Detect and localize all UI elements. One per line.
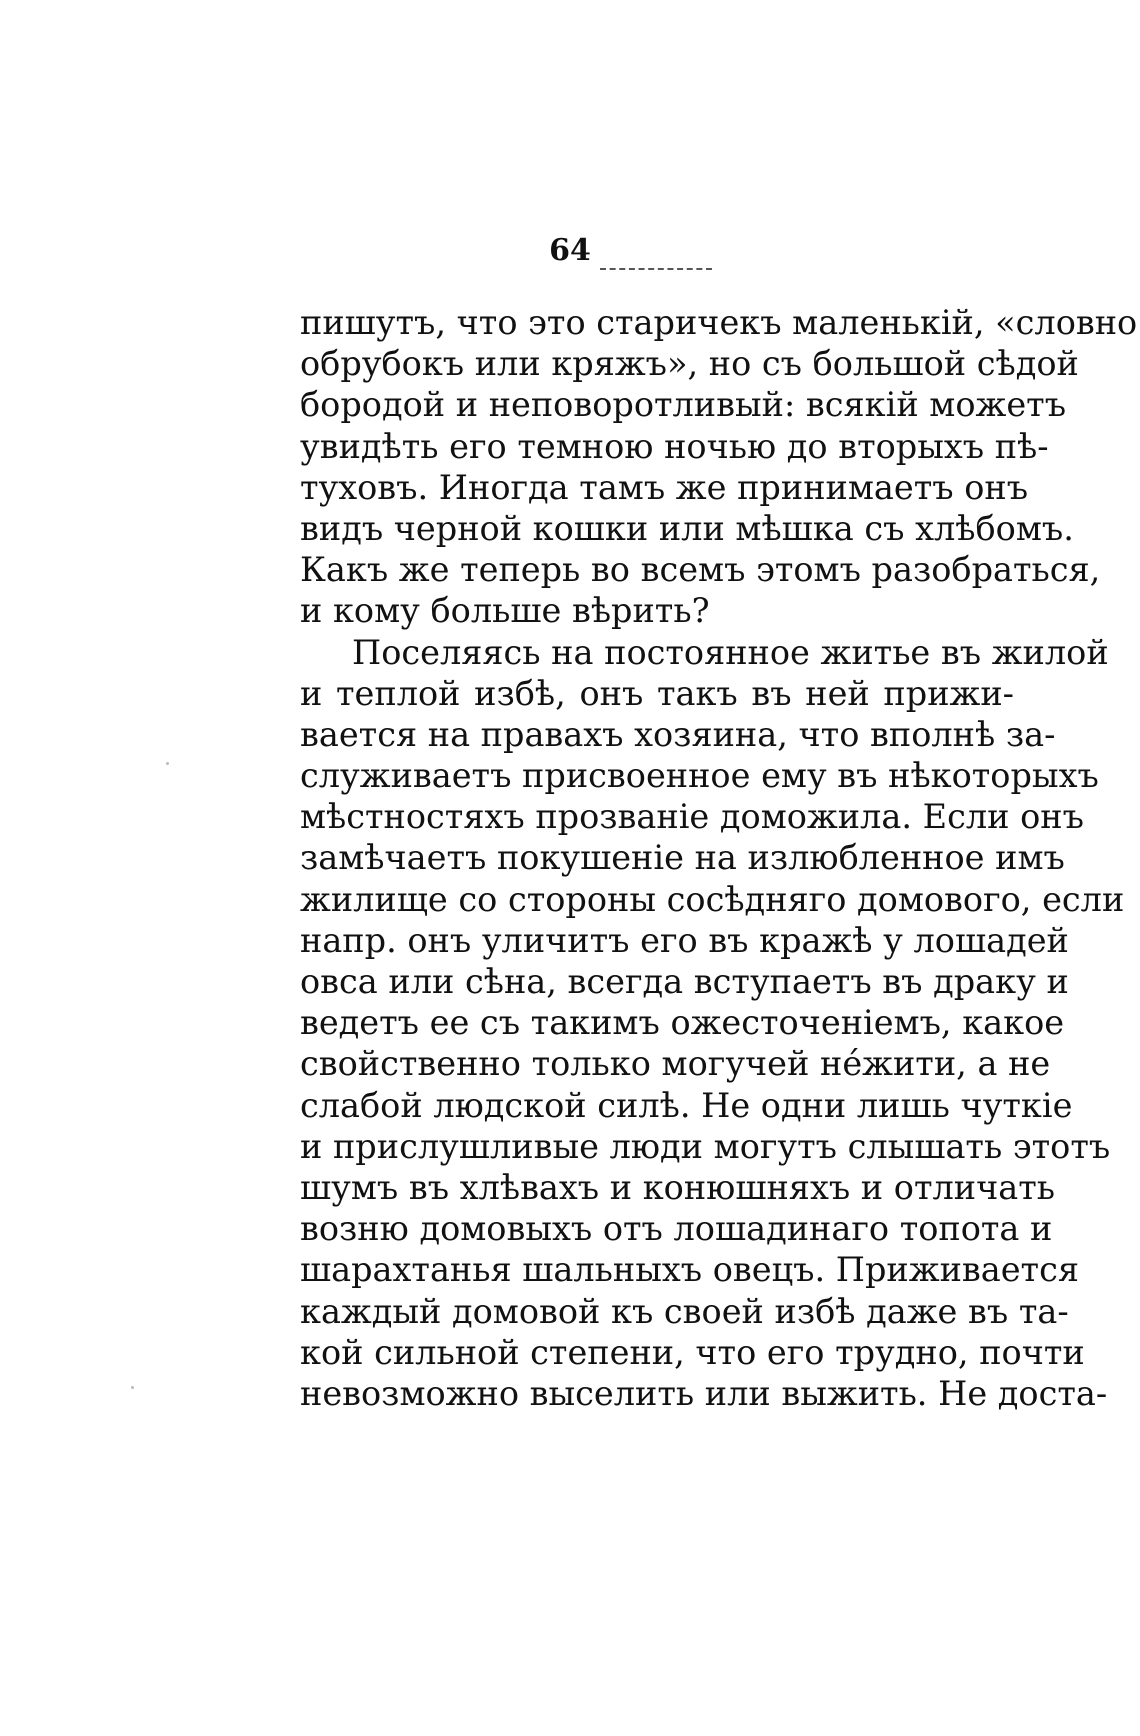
text-line: вается на правахъ хозяина, что вполнѣ за- <box>300 714 1056 754</box>
text-line: обрубокъ или кряжъ», но съ большой сѣдой <box>300 344 1079 384</box>
text-line: напр. онъ уличитъ его въ кражѣ у лошадей <box>300 920 1069 960</box>
scan-speck <box>166 762 169 765</box>
text-line: и кому больше вѣрить? <box>300 591 710 631</box>
text-line: ведетъ ее съ такимъ ожесточеніемъ, какое <box>300 1003 1065 1043</box>
text-line: пишутъ, что это старичекъ маленькій, «словно <box>300 303 1138 342</box>
text-line: замѣчаетъ покушеніе на излюбленное имъ <box>300 838 1065 878</box>
page-number: 64 <box>549 233 591 268</box>
text-line: увидѣть его темною ночью до вторыхъ пѣ- <box>300 426 1049 466</box>
text-line: Какъ же теперь во всемъ этомъ разобраться, <box>300 550 1101 590</box>
text-line: видъ черной кошки или мѣшка съ хлѣбомъ. <box>300 508 1074 548</box>
text-line: возню домовыхъ отъ лошадинаго топота и <box>300 1209 1053 1249</box>
text-line: мѣстностяхъ прозваніе доможила. Если онъ <box>300 797 1084 837</box>
text-line: и теплой избѣ, онъ такъ въ ней прижи- <box>300 673 1014 713</box>
text-line: служиваетъ присвоенное ему въ нѣкоторыхъ <box>300 756 1099 796</box>
text-line: слабой людской силѣ. Не одни лишь чуткіе <box>300 1085 1073 1125</box>
text-line: туховъ. Иногда тамъ же принимаетъ онъ <box>300 467 1029 507</box>
text-line: каждый домовой къ своей избѣ даже въ та- <box>300 1291 1069 1331</box>
paragraph-1 <box>300 302 1138 632</box>
body-text <box>300 302 1138 1414</box>
text-line: бородой и неповоротливый: всякій можетъ <box>300 385 1067 425</box>
text-line: невозможно выселить или выжить. Не доста- <box>300 1373 1108 1413</box>
text-line: и прислушливые люди могутъ слышать этотъ <box>300 1126 1111 1166</box>
text-line: шумъ въ хлѣвахъ и конюшняхъ и отличать <box>300 1167 1055 1207</box>
text-line: свойственно только могучей нéжити, а не <box>300 1044 1051 1084</box>
text-line: кой сильной степени, что его трудно, почти <box>300 1332 1085 1372</box>
text-line: Поселяясь на постоянное житье въ жилой <box>352 632 1109 672</box>
text-line: шарахтанья шальныхъ овецъ. Приживается <box>300 1250 1079 1290</box>
text-line: жилище со стороны сосѣдняго домового, если <box>300 879 1125 919</box>
page-number-rule <box>600 268 712 270</box>
paragraph-2 <box>300 632 1125 1415</box>
scan-speck <box>131 1386 134 1389</box>
text-line: овса или сѣна, всегда вступаетъ въ драку и <box>300 962 1069 1001</box>
